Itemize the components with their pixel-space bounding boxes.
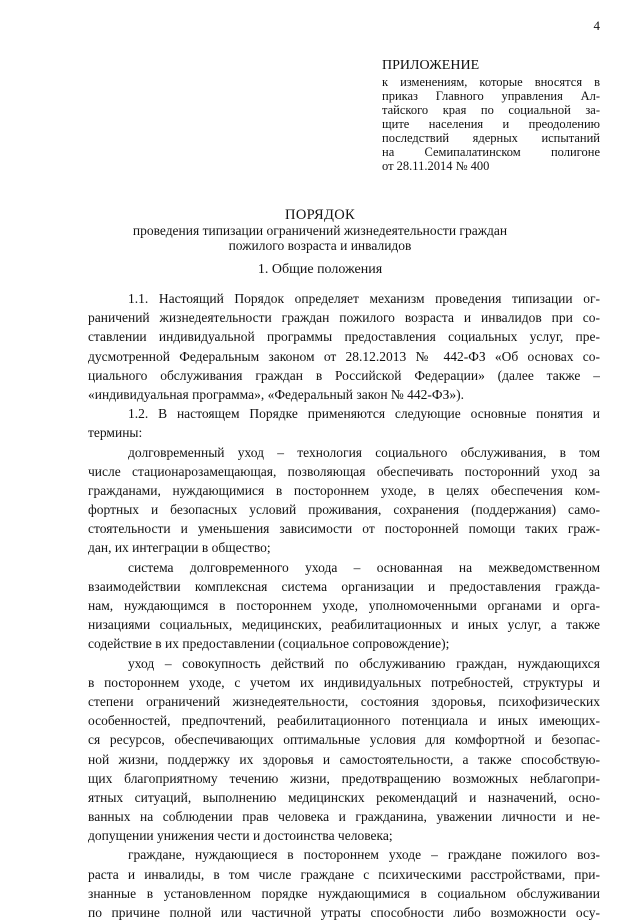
body-line: ной жизни, поддержку их здоровья и самостоятельности, а также способствую- — [88, 751, 600, 767]
body-line: ставлении индивидуальной программы предоставления социальных услуг, пре- — [88, 329, 600, 345]
appendix-line: к изменениям, которые вносятся в — [382, 75, 600, 89]
body-line: по причине полной или частичной утраты способности либо возможности осу- — [88, 905, 600, 920]
body-line: долговременный уход – технология социального обслуживания, в том — [128, 444, 600, 460]
appendix-line: щите населения и преодолению — [382, 117, 600, 131]
body-line: стоятельности и уменьшения зависимости от посторонней помощи таких граж- — [88, 521, 600, 537]
body-line: особенностей, предпочтений, реабилитационного потенциала и иных имеющих- — [88, 713, 600, 729]
body-line: ся ресурсов, обеспечивающих оптимальные условия для комфортной и безопас- — [88, 732, 600, 748]
body-line: 1.1. Настоящий Порядок определяет механизм проведения типизации ог- — [128, 291, 600, 306]
body-line: фортных и безопасных условий проживания, сохранения (поддержания) само- — [88, 502, 600, 518]
body-text — [88, 289, 600, 922]
body-line: нам, нуждающимся в постороннем уходе, уполномоченными органами и орга- — [88, 598, 600, 613]
body-line: дан, их интеграции в общество; — [88, 540, 271, 556]
body-line: ванных на соблюдении прав человека и гражданина, уважении личности и не- — [88, 809, 600, 825]
page-number: 4 — [593, 18, 600, 33]
body-line: в постороннем уходе, с учетом их индивидуальных потребностей, структуры и — [88, 674, 600, 690]
appendix-title: ПРИЛОЖЕНИЕ — [382, 58, 480, 73]
section-title: 1. Общие положения — [257, 262, 383, 277]
body-line: раста и инвалиды, в том числе граждане с психическими расстройствами, при- — [88, 866, 600, 882]
body-line: числе стационарозамещающая, позволяющая обеспечивать посторонний уход за — [88, 463, 600, 479]
body-line: знанные в установленном порядке нуждающимися в социальном обслуживании — [88, 885, 600, 901]
body-line: ятных ситуаций, выполнению медицинских рекомендаций и назначений, осно- — [88, 789, 600, 805]
body-line: циального обслуживания граждан в Российской Федерации» (далее также – — [88, 367, 600, 383]
appendix-line: приказ Главного управления Ал- — [382, 89, 600, 103]
body-line: низациями социальных, медицинских, реабилитационных и иных услуг, а также — [88, 617, 600, 633]
body-line: «индивидуальная программа», «Федеральный закон № 442-ФЗ»). — [88, 386, 464, 402]
body-line: граждане, нуждающиеся в постороннем уходе – граждане пожилого воз- — [128, 847, 600, 863]
appendix-block — [382, 58, 600, 173]
document-subtitle-line: проведения типизации ограничений жизнедеятельности граждан — [132, 223, 508, 238]
document-subtitle-line: пожилого возраста и инвалидов — [228, 238, 412, 253]
body-line: система долговременного ухода – основанная на межведомственном — [128, 559, 600, 575]
appendix-line: от 28.11.2014 № 400 — [382, 159, 490, 173]
body-line: 1.2. В настоящем Порядке применяются следующие основные понятия и — [128, 406, 600, 422]
body-line: взаимодействии комплексная система организации и предоставления гражда- — [88, 578, 600, 594]
body-line: содействие в их предоставлении (социальное сопровождение); — [88, 636, 450, 652]
body-line: раничений жизнедеятельности граждан пожилого возраста и инвалидов при со- — [88, 310, 600, 326]
appendix-line: последствий ядерных испытаний — [382, 131, 600, 145]
body-line: уход – совокупность действий по обслуживанию граждан, нуждающихся — [128, 655, 600, 671]
document-heading — [0, 208, 640, 253]
appendix-line: на Семипалатинском полигоне — [382, 145, 600, 159]
body-line: дусмотренной Федеральным законом от 28.12.2013 № 442-ФЗ «Об основах со- — [88, 348, 600, 364]
body-line: степени ограничений жизнедеятельности, состояния здоровья, психофизических — [88, 693, 600, 709]
body-line: щих благоприятному течению жизни, предотвращению возможных неблагопри- — [88, 770, 600, 786]
body-line: термины: — [88, 425, 143, 441]
document-title: ПОРЯДОК — [285, 207, 355, 223]
body-line: гражданами, нуждающимися в постороннем уходе, в целях обеспечения ком- — [88, 482, 600, 498]
appendix-line: тайского края по социальной за- — [382, 103, 600, 117]
body-line: допущении унижения чести и достоинства человека; — [88, 828, 393, 844]
